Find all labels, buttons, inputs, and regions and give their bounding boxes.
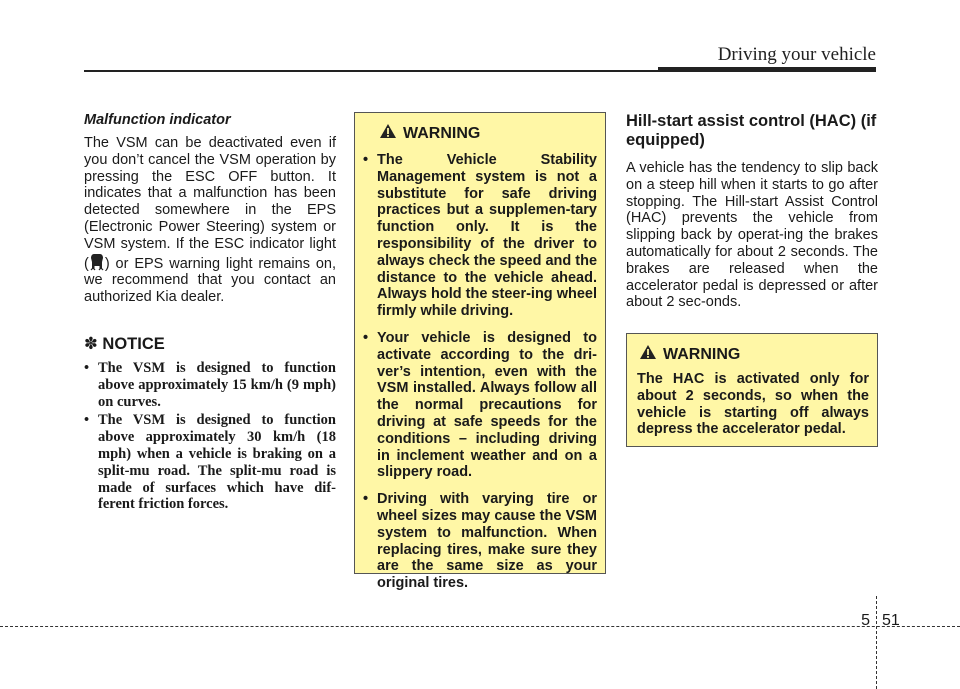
esc-indicator-icon [89, 253, 105, 271]
page-number: 51 [882, 612, 900, 629]
warning-title-text: WARNING [403, 124, 481, 142]
footer-rule [0, 626, 960, 627]
warning-title [379, 123, 597, 144]
warning-triangle-icon [639, 344, 657, 365]
warning-item: • The Vehicle Stability Management system is not a substitute for safe driving practices but a supplemen-tary function only. It is the responsibility of the driver to always check the speed and the distance to the vehicle ahead. Always hold the steer-ing wheel firmly while driving. [363, 152, 597, 320]
notice-list [84, 360, 336, 513]
header-rule-accent [658, 67, 876, 72]
warning-box-hac [626, 333, 878, 447]
warning-item: • Your vehicle is designed to activate according to the dri-ver’s intention, even with the VSM installed. Always follow all the normal precautions for driving at safe speeds for the conditions – including driving in inclement weather and on a slippery road. [363, 330, 597, 481]
notice-item: • The VSM is designed to function above approximately 15 km/h (9 mph) on curves. [84, 360, 336, 410]
malfunction-text-part2: ) or EPS warning light remains on, we recommend that you contact an authorized Kia dealer. [84, 255, 336, 306]
warning-triangle-icon [379, 123, 397, 144]
warning-text: The HAC is activated only for about 2 seconds, so when the vehicle is starting off always depress the accelerator pedal. [637, 371, 869, 438]
malfunction-paragraph [84, 135, 336, 306]
warning-box-vsm [354, 112, 606, 592]
warning-list [363, 152, 597, 592]
warning-title-text: WARNING [663, 345, 741, 363]
running-header: Driving your vehicle [717, 44, 876, 65]
column-left [84, 112, 336, 515]
notice-heading: ✽ NOTICE [84, 334, 165, 353]
hac-paragraph: A vehicle has the tendency to slip back on a steep hill when it starts to go after stopping. The Hill-start Assist Control (HAC) prevents the vehicle from slipping back by operat-ing the brakes automatically for about 2 seconds. The brakes are released when the accelerator pedal is depressed or after about 2 sec-onds. [626, 160, 878, 311]
malfunction-text-part1: The VSM can be deactivated even if you don’t cancel the VSM operation by pressing the ESC OFF button. It indicates that a malfunction has been detected somewhere in the EPS (Electronic Power Steering) system or VSM system. If the ESC indicator light ( [84, 135, 336, 272]
hac-heading: Hill-start assist control (HAC) (if equipped) [626, 112, 877, 149]
chapter-number: 5 [861, 612, 870, 629]
column-right [626, 112, 878, 311]
footer-divider [876, 596, 877, 689]
malfunction-subheading: Malfunction indicator [84, 112, 231, 128]
warning-title [639, 344, 869, 365]
notice-item: • The VSM is designed to function above approximately 30 km/h (18 mph) when a vehicle is braking on a split-mu road. The split-mu road is made of surfaces which have dif-ferent friction forces. [84, 412, 336, 513]
warning-item: • Driving with varying tire or wheel sizes may cause the VSM system to malfunction. When replacing tires, make sure they are the same size as your original tires. [363, 491, 597, 592]
